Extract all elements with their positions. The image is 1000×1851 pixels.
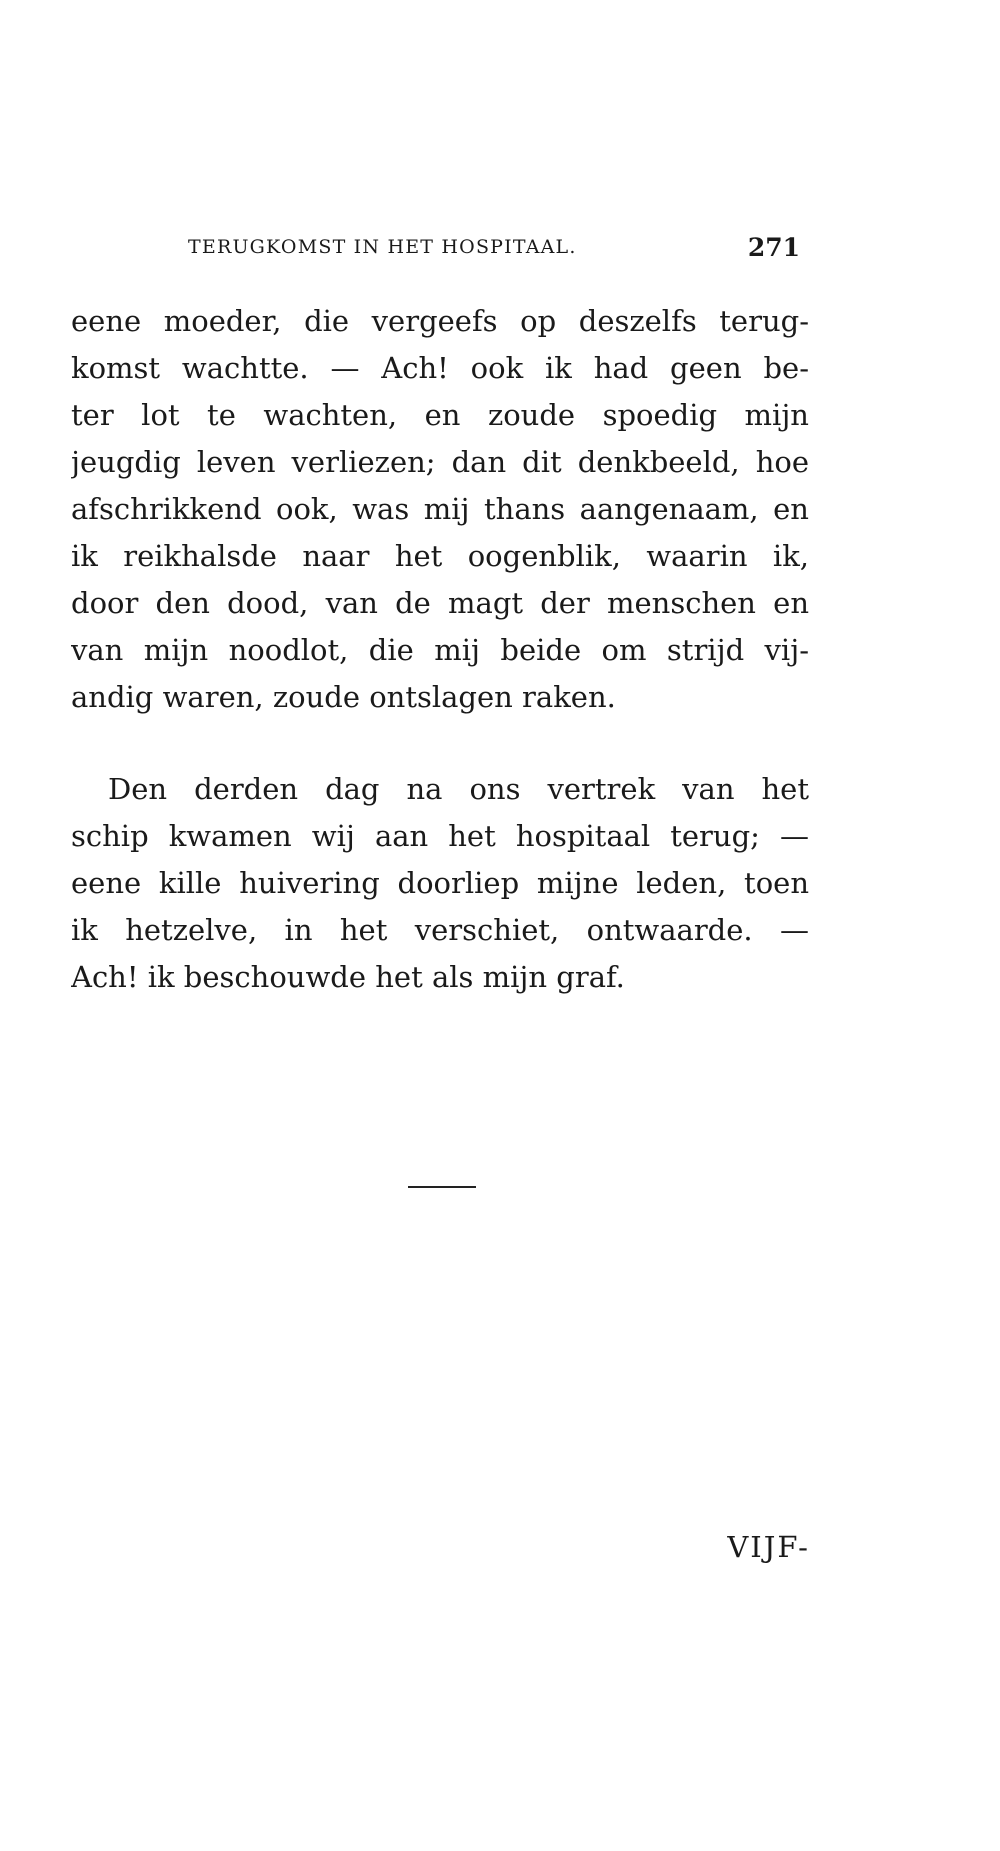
text-line: afschrikkend ook, was mij thans aangenaam, en xyxy=(71,492,809,526)
text-line: Den derden dag na ons vertrek van het xyxy=(108,772,809,806)
running-head xyxy=(188,233,800,266)
text-line: eene moeder, die vergeefs op deszelfs terug- xyxy=(71,304,809,338)
text-line: ter lot te wachten, en zoude spoedig mijn xyxy=(71,398,809,432)
text-line: komst wachtte. — Ach! ook ik had geen be- xyxy=(71,351,809,385)
running-title: TERUGKOMST IN HET HOSPITAAL. xyxy=(188,236,577,258)
text-line: Ach! ik beschouwde het als mijn graf. xyxy=(71,960,625,994)
text-line: schip kwamen wij aan het hospitaal terug; — xyxy=(71,819,809,853)
text-line: van mijn noodlot, die mij beide om strijd vij- xyxy=(71,633,809,667)
section-rule xyxy=(408,1186,476,1188)
page-number: 271 xyxy=(747,233,800,262)
text-line: eene kille huivering doorliep mijne leden, toen xyxy=(71,866,809,900)
catchword: VIJF- xyxy=(727,1530,810,1564)
text-line: andig waren, zoude ontslagen raken. xyxy=(71,680,616,714)
text-line: ik hetzelve, in het verschiet, ontwaarde. — xyxy=(71,913,809,947)
text-line: door den dood, van de magt der menschen en xyxy=(71,586,809,620)
text-line: jeugdig leven verliezen; dan dit denkbeeld, hoe xyxy=(71,445,809,479)
text-line: ik reikhalsde naar het oogenblik, waarin ik, xyxy=(71,539,809,573)
